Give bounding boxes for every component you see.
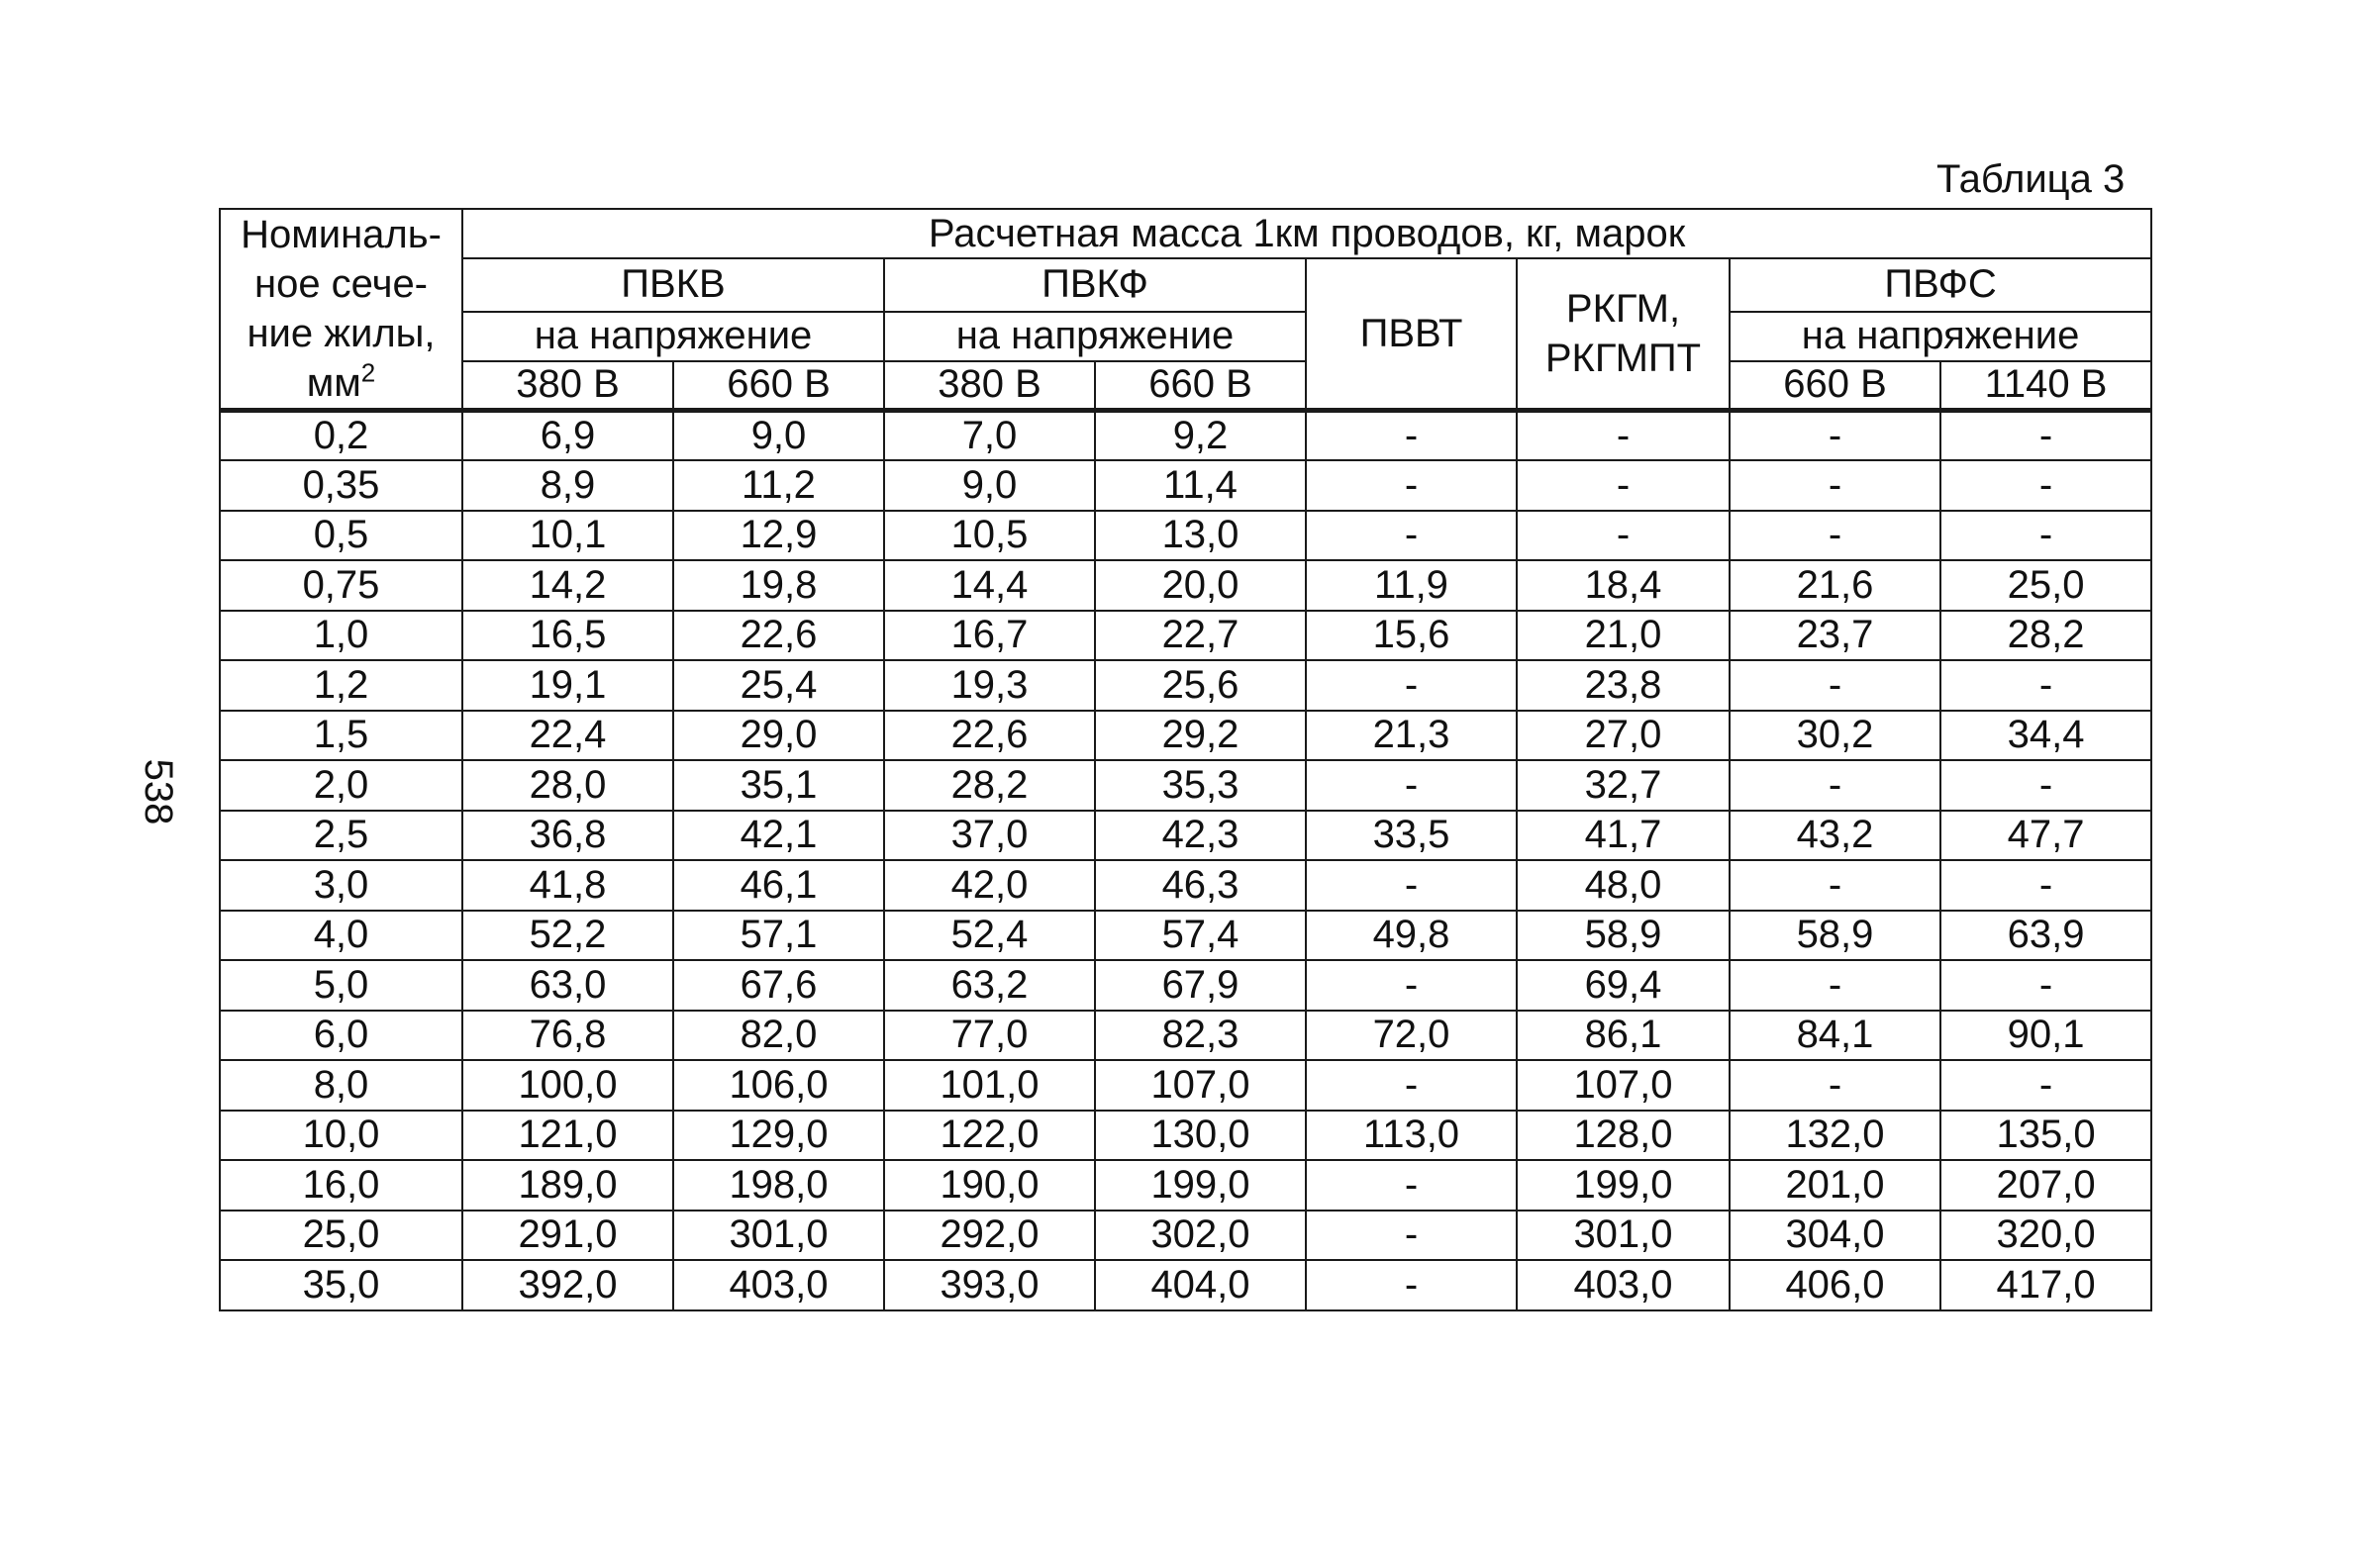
cell-pvkf-660: 29,2 xyxy=(1095,711,1306,761)
cell-section: 0,75 xyxy=(220,560,462,611)
cell-pvkf-380: 42,0 xyxy=(884,860,1095,911)
cell-pvkv-660: 19,8 xyxy=(673,560,884,611)
cell-rkgm: 58,9 xyxy=(1517,911,1730,961)
header-voltage-pvfs-660: 660 В xyxy=(1730,361,1940,411)
cell-pvkv-660: 403,0 xyxy=(673,1260,884,1310)
cell-rkgm: 128,0 xyxy=(1517,1111,1730,1161)
cell-pvkf-380: 122,0 xyxy=(884,1111,1095,1161)
cell-rkgm: 86,1 xyxy=(1517,1011,1730,1061)
header-voltage-pvkv-380: 380 В xyxy=(462,361,673,411)
table-row xyxy=(220,660,2151,711)
cell-pvfs-660: 30,2 xyxy=(1730,711,1940,761)
cell-pvkv-380: 392,0 xyxy=(462,1260,673,1310)
table-row xyxy=(220,760,2151,811)
cell-pvfs-660: - xyxy=(1730,1060,1940,1111)
header-brand-pvfs: ПВФС xyxy=(1730,258,2151,312)
cell-pvvt: - xyxy=(1306,1211,1517,1261)
cell-section: 4,0 xyxy=(220,911,462,961)
table-row xyxy=(220,1211,2151,1261)
header-voltage-pvkf-380: 380 В xyxy=(884,361,1095,411)
cell-pvfs-1140: - xyxy=(1940,411,2151,461)
cell-pvkf-660: 107,0 xyxy=(1095,1060,1306,1111)
cell-pvkv-380: 8,9 xyxy=(462,460,673,511)
header-brand-pvkv: ПВКВ xyxy=(462,258,884,312)
cell-section: 6,0 xyxy=(220,1011,462,1061)
cell-pvkf-380: 28,2 xyxy=(884,760,1095,811)
cell-pvkf-660: 302,0 xyxy=(1095,1211,1306,1261)
cell-pvkf-660: 22,7 xyxy=(1095,611,1306,661)
cell-pvvt: - xyxy=(1306,1160,1517,1211)
cell-pvkf-380: 393,0 xyxy=(884,1260,1095,1310)
table-row xyxy=(220,1160,2151,1211)
header-brand-pvkf: ПВКФ xyxy=(884,258,1306,312)
cell-pvkv-380: 291,0 xyxy=(462,1211,673,1261)
cell-pvfs-660: 23,7 xyxy=(1730,611,1940,661)
header-voltage-label-pvfs: на напряжение xyxy=(1730,312,2151,361)
cell-pvkv-380: 6,9 xyxy=(462,411,673,461)
table-row xyxy=(220,1060,2151,1111)
cell-pvfs-660: 84,1 xyxy=(1730,1011,1940,1061)
cell-pvfs-1140: - xyxy=(1940,960,2151,1011)
cell-rkgm: 403,0 xyxy=(1517,1260,1730,1310)
cell-pvkf-380: 7,0 xyxy=(884,411,1095,461)
cell-pvvt: 11,9 xyxy=(1306,560,1517,611)
cell-pvkf-660: 46,3 xyxy=(1095,860,1306,911)
cell-pvvt: - xyxy=(1306,460,1517,511)
cell-pvkv-660: 12,9 xyxy=(673,511,884,561)
cell-pvfs-660: 132,0 xyxy=(1730,1111,1940,1161)
cell-pvkf-380: 10,5 xyxy=(884,511,1095,561)
table-header xyxy=(220,209,2151,411)
cell-pvvt: - xyxy=(1306,1060,1517,1111)
cell-rkgm: 23,8 xyxy=(1517,660,1730,711)
cell-pvkf-380: 63,2 xyxy=(884,960,1095,1011)
cell-pvkf-660: 199,0 xyxy=(1095,1160,1306,1211)
cell-pvfs-1140: - xyxy=(1940,1060,2151,1111)
cell-pvkf-380: 101,0 xyxy=(884,1060,1095,1111)
cell-pvfs-1140: - xyxy=(1940,760,2151,811)
cell-pvkv-380: 63,0 xyxy=(462,960,673,1011)
cell-rkgm: - xyxy=(1517,460,1730,511)
cell-pvfs-660: - xyxy=(1730,760,1940,811)
cell-pvvt: - xyxy=(1306,511,1517,561)
cell-pvkv-660: 129,0 xyxy=(673,1111,884,1161)
cell-pvvt: - xyxy=(1306,411,1517,461)
cell-pvkf-660: 82,3 xyxy=(1095,1011,1306,1061)
cell-section: 0,2 xyxy=(220,411,462,461)
cell-pvvt: 49,8 xyxy=(1306,911,1517,961)
cell-pvfs-1140: 320,0 xyxy=(1940,1211,2151,1261)
cell-pvfs-660: - xyxy=(1730,511,1940,561)
cell-pvfs-660: - xyxy=(1730,960,1940,1011)
cell-pvkv-660: 35,1 xyxy=(673,760,884,811)
cell-pvkv-660: 198,0 xyxy=(673,1160,884,1211)
table-row xyxy=(220,460,2151,511)
cell-rkgm: 41,7 xyxy=(1517,811,1730,861)
cell-pvkv-380: 16,5 xyxy=(462,611,673,661)
cell-pvfs-660: 58,9 xyxy=(1730,911,1940,961)
cell-pvkf-380: 14,4 xyxy=(884,560,1095,611)
cell-rkgm: 21,0 xyxy=(1517,611,1730,661)
header-group-title: Расчетная масса 1км проводов, кг, марок xyxy=(462,209,2151,258)
cell-pvfs-1140: - xyxy=(1940,660,2151,711)
cell-pvkf-660: 42,3 xyxy=(1095,811,1306,861)
cell-pvkf-660: 57,4 xyxy=(1095,911,1306,961)
cell-pvkf-660: 35,3 xyxy=(1095,760,1306,811)
cell-pvfs-660: 304,0 xyxy=(1730,1211,1940,1261)
cell-pvvt: 113,0 xyxy=(1306,1111,1517,1161)
cell-pvfs-660: 21,6 xyxy=(1730,560,1940,611)
cell-pvvt: 33,5 xyxy=(1306,811,1517,861)
header-voltage-label-pvkf: на напряжение xyxy=(884,312,1306,361)
cell-section: 0,35 xyxy=(220,460,462,511)
cell-section: 10,0 xyxy=(220,1111,462,1161)
cell-pvkv-660: 67,6 xyxy=(673,960,884,1011)
cell-pvkv-380: 28,0 xyxy=(462,760,673,811)
cell-pvkv-380: 41,8 xyxy=(462,860,673,911)
cell-pvkv-380: 10,1 xyxy=(462,511,673,561)
cell-pvkv-660: 42,1 xyxy=(673,811,884,861)
cell-pvfs-1140: 90,1 xyxy=(1940,1011,2151,1061)
cell-pvkf-380: 22,6 xyxy=(884,711,1095,761)
header-nominal-section-line: ное сече- xyxy=(253,262,429,306)
cell-pvfs-660: 201,0 xyxy=(1730,1160,1940,1211)
cell-pvfs-1140: 63,9 xyxy=(1940,911,2151,961)
table-row xyxy=(220,960,2151,1011)
cell-pvvt: - xyxy=(1306,860,1517,911)
header-voltage-label-pvkv: на напряжение xyxy=(462,312,884,361)
cell-pvvt: - xyxy=(1306,1260,1517,1310)
cell-section: 3,0 xyxy=(220,860,462,911)
cell-pvfs-660: - xyxy=(1730,860,1940,911)
cell-section: 0,5 xyxy=(220,511,462,561)
cell-pvkf-380: 292,0 xyxy=(884,1211,1095,1261)
cell-pvfs-1140: 417,0 xyxy=(1940,1260,2151,1310)
cell-section: 1,5 xyxy=(220,711,462,761)
cell-section: 1,2 xyxy=(220,660,462,711)
cell-pvkf-660: 67,9 xyxy=(1095,960,1306,1011)
cell-pvkf-380: 77,0 xyxy=(884,1011,1095,1061)
cell-section: 16,0 xyxy=(220,1160,462,1211)
cell-pvfs-660: - xyxy=(1730,660,1940,711)
table-row xyxy=(220,911,2151,961)
header-unit-text: мм xyxy=(306,361,361,405)
header-nominal-section-unit xyxy=(221,358,461,408)
cell-rkgm: - xyxy=(1517,411,1730,461)
cell-pvvt: 15,6 xyxy=(1306,611,1517,661)
cell-pvfs-660: - xyxy=(1730,460,1940,511)
cell-section: 5,0 xyxy=(220,960,462,1011)
cell-rkgm: 32,7 xyxy=(1517,760,1730,811)
header-brand-rkgm xyxy=(1517,258,1730,411)
cell-section: 25,0 xyxy=(220,1211,462,1261)
table-row xyxy=(220,1260,2151,1310)
table-row xyxy=(220,1111,2151,1161)
cell-section: 1,0 xyxy=(220,611,462,661)
cell-pvvt: 21,3 xyxy=(1306,711,1517,761)
cell-pvfs-1140: 135,0 xyxy=(1940,1111,2151,1161)
cell-pvfs-1140: - xyxy=(1940,460,2151,511)
table-row xyxy=(220,611,2151,661)
cell-rkgm: 18,4 xyxy=(1517,560,1730,611)
header-voltage-pvkv-660: 660 В xyxy=(673,361,884,411)
table-row xyxy=(220,860,2151,911)
table-row xyxy=(220,511,2151,561)
cell-pvfs-1140: 25,0 xyxy=(1940,560,2151,611)
cell-pvkv-660: 22,6 xyxy=(673,611,884,661)
cell-pvfs-660: - xyxy=(1730,411,1940,461)
cell-pvfs-1140: 207,0 xyxy=(1940,1160,2151,1211)
cell-pvkv-380: 76,8 xyxy=(462,1011,673,1061)
cell-section: 8,0 xyxy=(220,1060,462,1111)
cell-pvkv-660: 46,1 xyxy=(673,860,884,911)
cell-pvkv-380: 189,0 xyxy=(462,1160,673,1211)
cell-pvkf-380: 37,0 xyxy=(884,811,1095,861)
cell-pvkf-660: 11,4 xyxy=(1095,460,1306,511)
cell-pvkf-660: 404,0 xyxy=(1095,1260,1306,1310)
cell-pvkv-380: 100,0 xyxy=(462,1060,673,1111)
cell-pvkv-660: 11,2 xyxy=(673,460,884,511)
cell-pvkv-380: 22,4 xyxy=(462,711,673,761)
cell-pvkf-660: 9,2 xyxy=(1095,411,1306,461)
cell-pvfs-1140: 47,7 xyxy=(1940,811,2151,861)
cell-pvfs-660: 406,0 xyxy=(1730,1260,1940,1310)
header-nominal-section xyxy=(220,209,462,411)
cell-pvfs-1140: 34,4 xyxy=(1940,711,2151,761)
cell-pvkv-380: 52,2 xyxy=(462,911,673,961)
cell-pvvt: 72,0 xyxy=(1306,1011,1517,1061)
cell-pvfs-1140: - xyxy=(1940,860,2151,911)
header-brand-pvvt: ПВВТ xyxy=(1306,258,1517,411)
cell-pvkv-660: 9,0 xyxy=(673,411,884,461)
cell-pvkf-660: 20,0 xyxy=(1095,560,1306,611)
cell-rkgm: - xyxy=(1517,511,1730,561)
cell-pvkv-660: 29,0 xyxy=(673,711,884,761)
cell-rkgm: 69,4 xyxy=(1517,960,1730,1011)
table-label: Таблица 3 xyxy=(1936,157,2126,201)
cell-pvfs-660: 43,2 xyxy=(1730,811,1940,861)
cell-pvkf-380: 9,0 xyxy=(884,460,1095,511)
cell-pvkf-380: 19,3 xyxy=(884,660,1095,711)
cell-pvfs-1140: - xyxy=(1940,511,2151,561)
cell-rkgm: 48,0 xyxy=(1517,860,1730,911)
cell-pvkv-660: 25,4 xyxy=(673,660,884,711)
cell-rkgm: 107,0 xyxy=(1517,1060,1730,1111)
cell-rkgm: 301,0 xyxy=(1517,1211,1730,1261)
cell-section: 2,5 xyxy=(220,811,462,861)
header-brand-rkgm-line: РКГМ, xyxy=(1565,287,1681,331)
cell-pvkv-380: 19,1 xyxy=(462,660,673,711)
cell-pvkv-660: 301,0 xyxy=(673,1211,884,1261)
header-voltage-pvfs-1140: 1140 В xyxy=(1940,361,2151,411)
cell-pvkv-380: 14,2 xyxy=(462,560,673,611)
header-brand-rkgmpt-line: РКГМПТ xyxy=(1544,337,1702,380)
table-row xyxy=(220,811,2151,861)
cell-pvkf-380: 16,7 xyxy=(884,611,1095,661)
table-body xyxy=(220,411,2151,1310)
cell-pvkf-380: 190,0 xyxy=(884,1160,1095,1211)
table-row xyxy=(220,560,2151,611)
cell-rkgm: 199,0 xyxy=(1517,1160,1730,1211)
cell-pvvt: - xyxy=(1306,760,1517,811)
header-voltage-pvkf-660: 660 В xyxy=(1095,361,1306,411)
cell-pvkf-660: 13,0 xyxy=(1095,511,1306,561)
cell-pvkf-660: 25,6 xyxy=(1095,660,1306,711)
page-number: 538 xyxy=(137,758,180,825)
cell-pvvt: - xyxy=(1306,960,1517,1011)
table-row xyxy=(220,411,2151,461)
header-unit-superscript: 2 xyxy=(360,357,376,388)
header-nominal-section-line: Номиналь- xyxy=(241,213,442,256)
cell-section: 35,0 xyxy=(220,1260,462,1310)
cell-section: 2,0 xyxy=(220,760,462,811)
cell-pvkv-380: 121,0 xyxy=(462,1111,673,1161)
cell-pvkv-660: 82,0 xyxy=(673,1011,884,1061)
table-row xyxy=(220,711,2151,761)
cell-pvkf-660: 130,0 xyxy=(1095,1111,1306,1161)
header-nominal-section-line: ние жилы, xyxy=(247,312,436,355)
cell-pvfs-1140: 28,2 xyxy=(1940,611,2151,661)
cell-rkgm: 27,0 xyxy=(1517,711,1730,761)
cell-pvkf-380: 52,4 xyxy=(884,911,1095,961)
cell-pvkv-660: 57,1 xyxy=(673,911,884,961)
table-row xyxy=(220,1011,2151,1061)
cell-pvkv-380: 36,8 xyxy=(462,811,673,861)
cell-pvvt: - xyxy=(1306,660,1517,711)
cable-mass-table xyxy=(219,208,2152,1311)
cell-pvkv-660: 106,0 xyxy=(673,1060,884,1111)
